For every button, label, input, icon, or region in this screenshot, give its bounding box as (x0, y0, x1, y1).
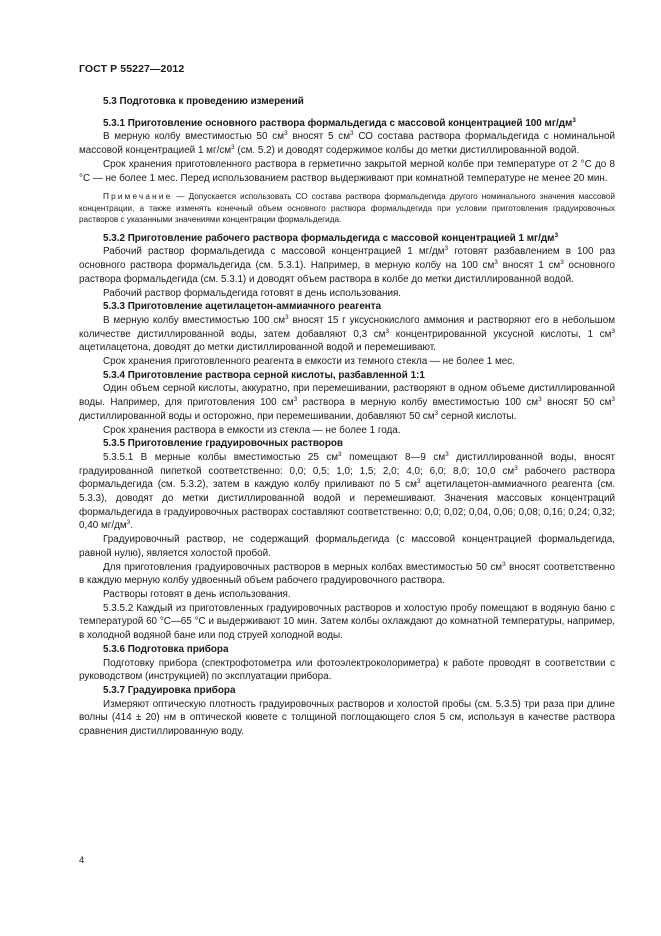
paragraph: Рабочий раствор формальдегида готовят в день использования. (103, 287, 402, 299)
plus-minus-sign: ± (135, 712, 142, 724)
page-number: 4 (79, 855, 85, 866)
paragraph: Срок хранения приготовленного реагента в емкости из темного стекла — не более 1 мес. (103, 356, 515, 368)
note: Примечание — Допускается использовать СО состава раствора формальдегида другого номинального значения массовой концентрации, а также изменять конечный объем основного раствора формальдегида при условии приготовления градуировочных растворов с указанными значениями концентрации формальдегида. (79, 192, 615, 225)
paragraph: Срок хранения раствора в емкости из стекла — не более 1 года. (103, 424, 401, 436)
paragraph: Растворы готовят в день использования. (103, 589, 291, 600)
section-heading-5-3-3: 5.3.3 Приготовление ацетилацетон-аммиачного реагента (103, 301, 382, 313)
document-body (79, 95, 615, 739)
section-heading-5-3-7: 5.3.7 Градуировка прибора (103, 684, 236, 696)
paragraph: В мерную колбу вместимостью 100 $см^3$ вносят 15 г уксуснокислого аммония и растворяют его в небольшом количестве дистиллированной воды, затем добавляют 0,3 $см^3$ концентрированной уксусной кислоты, 1 $см^3$ ацетилацетона, доводят до метки дистиллированной водой и перемешивают. (79, 313, 616, 354)
section-heading-5-3-2: 5.3.2 Приготовление рабочего раствора формальдегида с массовой концентрацией 1 $мг/дм^3$ (103, 231, 559, 244)
paragraph: Подготовку прибора (спектрофотометра или фотоэлектроколориметра) к работе проводят в соответствии с руководством (инструкцией) по эксплуатации прибора. (79, 657, 615, 683)
paragraph: Рабочий раствор формальдегида с массовой концентрацией 1 $мг/дм^3$ готовят разбавлением в 100 раз основного раствора формальдегида (см. 5.3.1). Например, в мерную колбу на 100 $см^3$ вносят 1 $см^3$ основного раствора формальдегида (см. 5.3.1) и доводят объем раствора в колбе до метки дистиллированной водой. (79, 245, 615, 285)
paragraph: Один объем серной кислоты, аккуратно, при перемешивании, растворяют в одном объеме дистиллированной воды. Например, для приготовления 100 $см^3$ раствора в мерную колбу вместимостью 100 $см^3$ вносят 50 $см^3$ дистиллированной воды и осторожно, при перемешивании, добавляют 50 $см^3$ серной кислоты. (79, 383, 616, 422)
section-heading-5-3-1: 5.3.1 Приготовление основного раствора формальдегида с массовой концентрацией 100 $мг/дм^3$ (103, 116, 576, 129)
section-heading-5-3-5: 5.3.5 Приготовление градуировочных растворов (103, 438, 343, 450)
paragraph: Измеряют оптическую плотность градуировочных растворов и холостой пробы (см. 5.3.5) три раза при длине волны (414 ± 20) нм в оптической кювете с толщиной поглощающего слоя 5 см, используя в качестве раствора сравнения дистиллированную воду. (79, 698, 615, 738)
paragraph: Для приготовления градуировочных растворов в мерных колбах вместимостью 50 $см^3$ вносят соответственно в каждую мерную колбу удвоенный объем рабочего градуировочного раствора. (79, 560, 615, 587)
paragraph: Срок хранения приготовленного раствора в герметично закрытой мерной колбе при температуре от 2 °С до 8 °С — не более 1 мес. Перед использованием раствор выдерживают при комнатной температуре не менее 20 мин. (79, 158, 615, 184)
paragraph: 5.3.5.2 Каждый из приготовленных градуировочных растворов и холостую пробу помещают в водяную баню с температурой 60 °С—65 °С и выдерживают 10 мин. Затем колбы охлаждают до комнатной температуры, например, в холодной водяной бане или под струей холодной воды. (79, 602, 615, 642)
section-heading-5-3: 5.3 Подготовка к проведению измерений (103, 96, 304, 107)
paragraph: В мерную колбу вместимостью 50 $см^3$ вносят 5 $см^3$ СО состава раствора формальдегида с номинальной массовой концентрацией 1 $мг/см^3$ (см. 5.2) и доводят содержимое колбы до метки дистиллированной водой. (79, 130, 615, 157)
document-header: ГОСТ Р 55227—2012 (79, 63, 185, 75)
paragraph: 5.3.5.1 В мерные колбы вместимостью 25 $см^3$ помещают 8—9 $см^3$ дистиллированной воды, вносят градуированной пипеткой соответственно: 0,0; 0,5; 1,0; 1,5; 2,0; 4,0; 6,0; 8,0; 10,0 $см^3$ рабочего раствора формальдегида (см. 5.3.2), затем в каждую колбу приливают по 5 $см^3$ ацетилацетон-аммиачного реагента (см. 5.3.3), доводят до метки дистиллированной водой и перемешивают. Значения массовых концентраций формальдегида в градуировочных растворах составляют соответственно: 0,0; 0,02; 0,04, 0,06; 0,08; 0,16; 0,24; 0,32; 0,40 $мг/дм^3$. (79, 450, 615, 532)
section-heading-5-3-4: 5.3.4 Приготовление раствора серной кислоты, разбавленной 1:1 (103, 369, 425, 381)
note-label: Примечание (103, 192, 173, 202)
section-heading-5-3-6: 5.3.6 Подготовка прибора (103, 643, 229, 655)
paragraph: Градуировочный раствор, не содержащий формальдегида (с массовой концентрацией формальдегида, равной нулю), является холостой пробой. (79, 534, 615, 559)
